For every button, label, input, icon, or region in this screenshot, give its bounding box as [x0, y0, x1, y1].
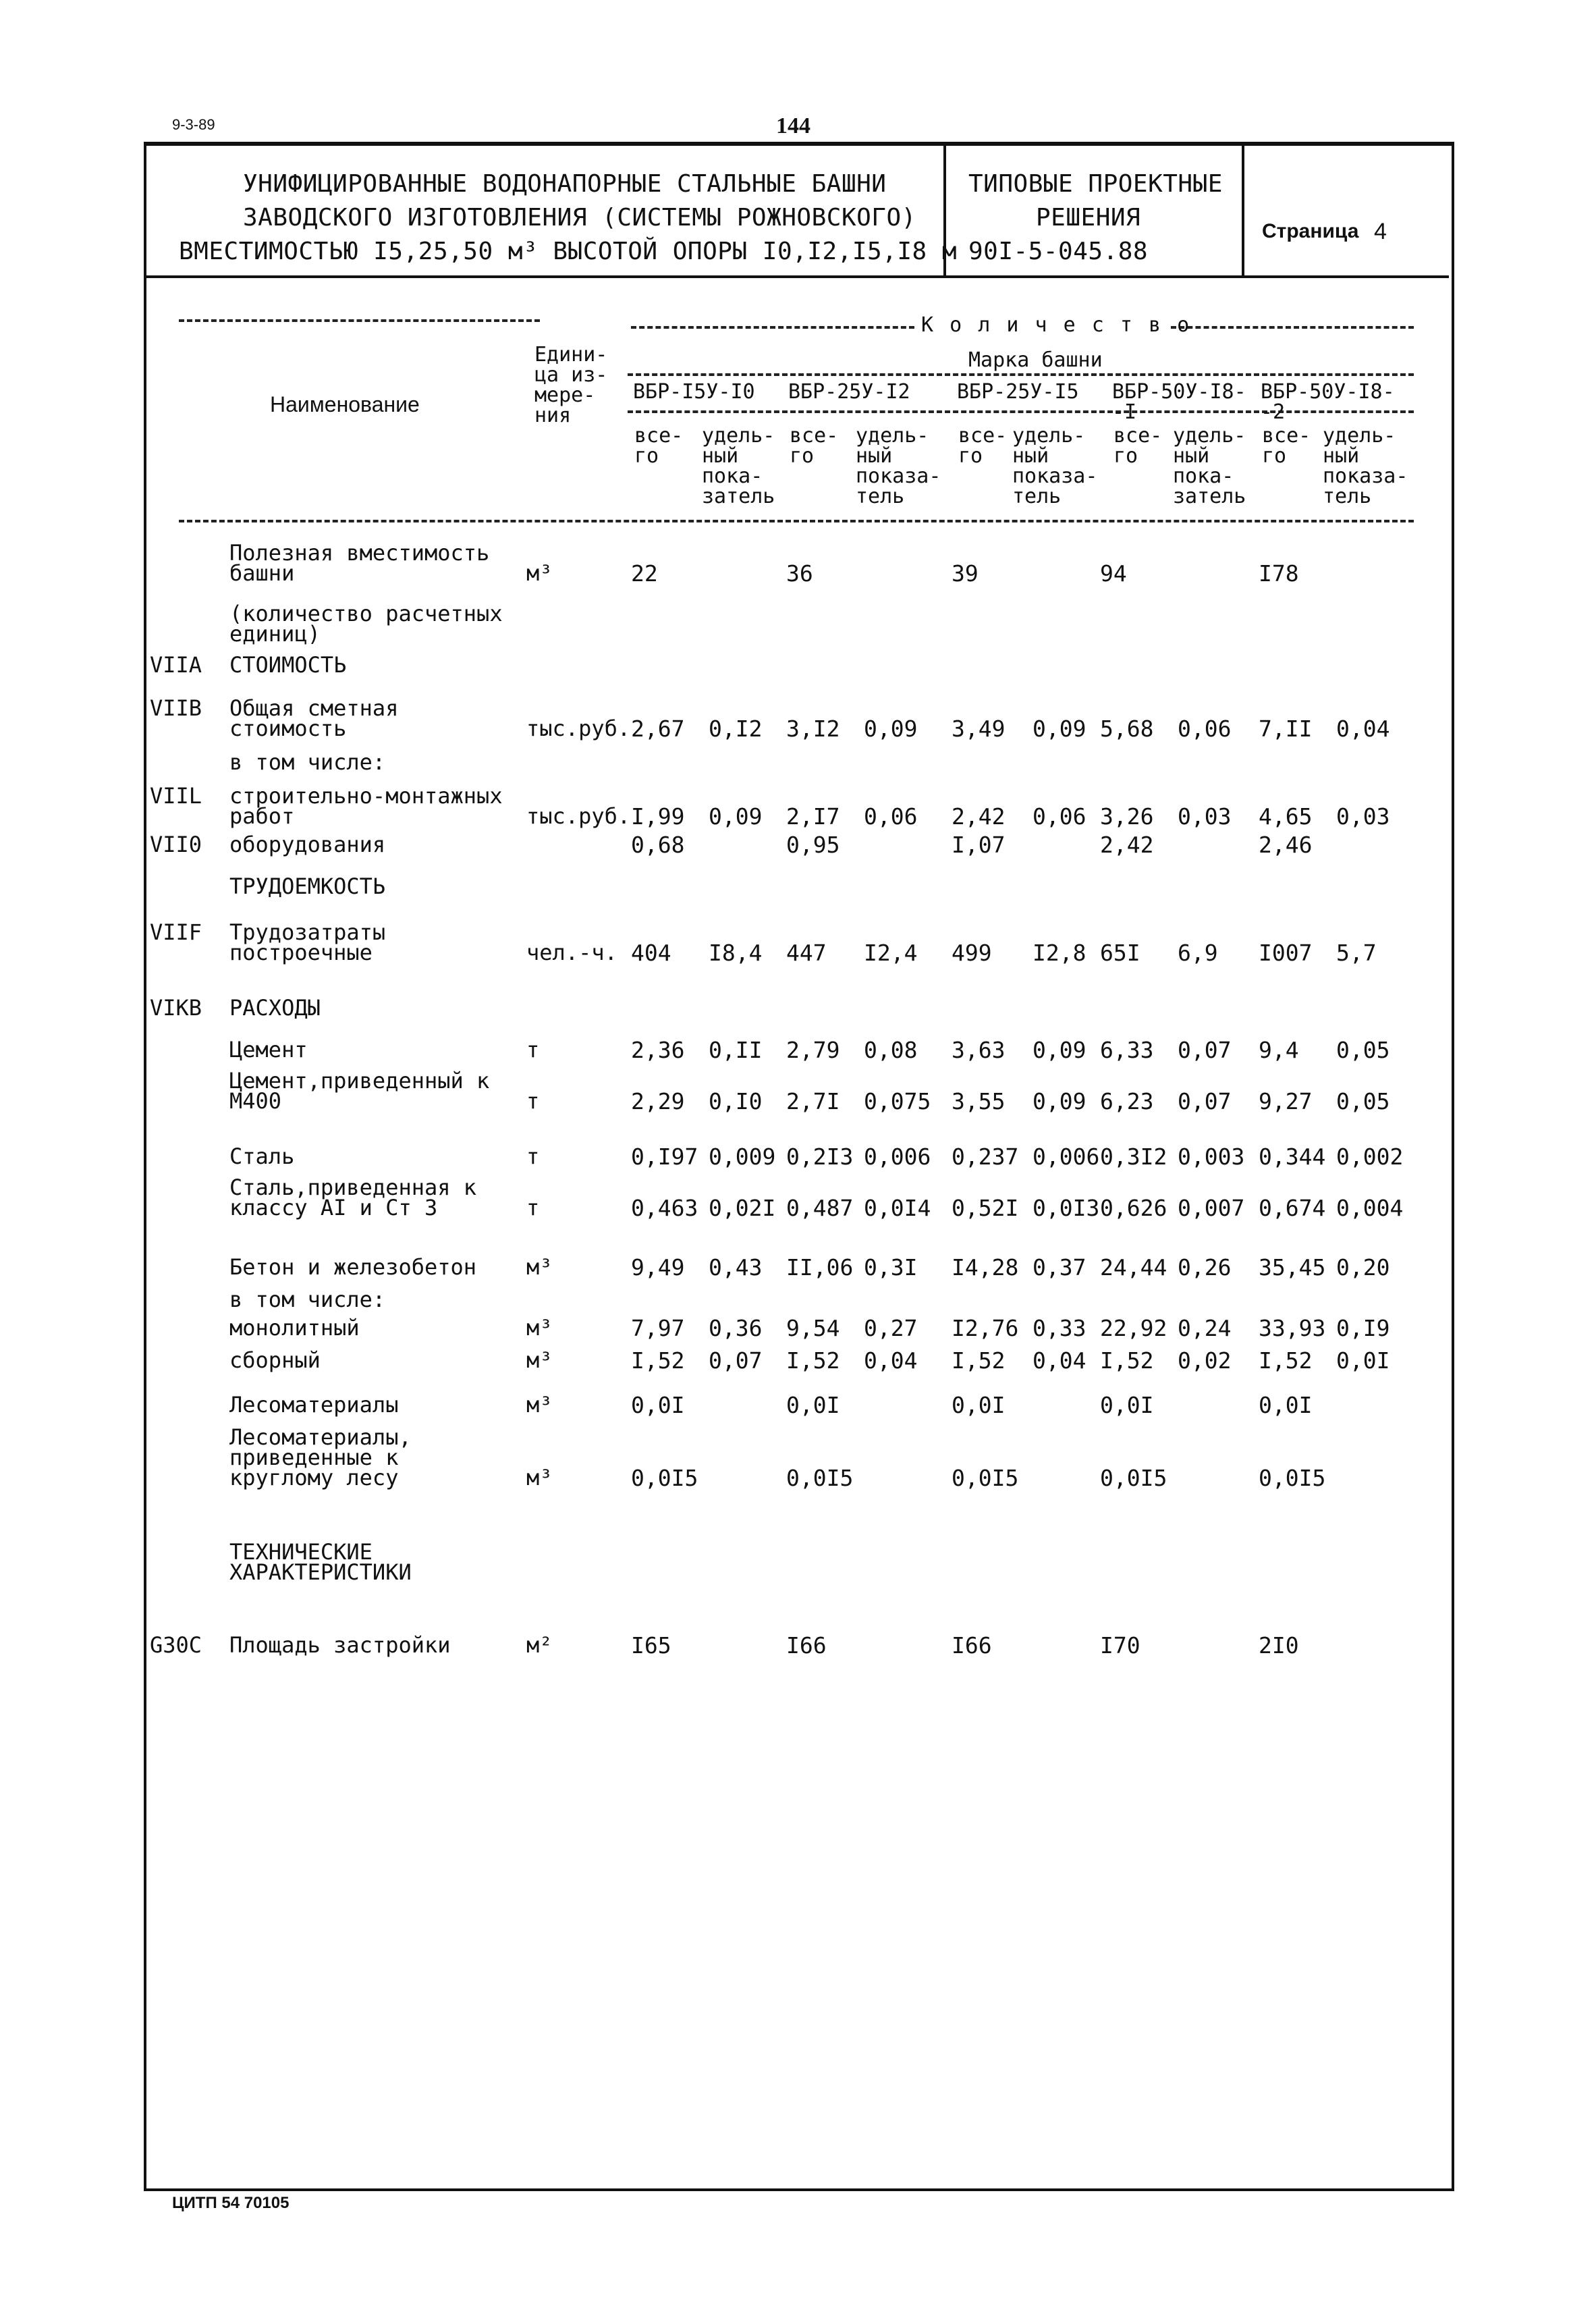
- row-value: 36: [786, 560, 813, 587]
- page-number: 144: [776, 113, 810, 138]
- row-value: 0,487: [786, 1195, 854, 1221]
- row-name: построечные: [229, 940, 373, 965]
- col-unit-header-3: мере-: [534, 383, 596, 407]
- sub-spec-1d: затель: [702, 485, 775, 508]
- row-value: 0,I97: [631, 1143, 698, 1170]
- row-value: 499: [952, 940, 992, 966]
- row-value: 0,07: [1178, 1088, 1232, 1114]
- row-value: 0,03: [1336, 803, 1390, 830]
- head-rule-brand: [628, 373, 1414, 376]
- row-value: 0,237: [952, 1143, 1019, 1170]
- title-divider-2: [1242, 142, 1244, 275]
- row-name: в том числе:: [229, 1287, 386, 1312]
- brand-header: Марка башни: [968, 348, 1103, 372]
- row-name: в том числе:: [229, 749, 386, 775]
- row-unit: м³: [526, 1465, 553, 1490]
- head-rule-top-left: [179, 319, 540, 322]
- brand-4: ВБР-50У-I8-: [1112, 380, 1246, 404]
- col-unit-header-2: ца из-: [534, 363, 608, 387]
- sub-spec-5b: ный: [1323, 444, 1360, 468]
- row-value: 6,9: [1178, 940, 1218, 966]
- row-value: I66: [786, 1632, 827, 1659]
- row-value: 0,626: [1100, 1195, 1167, 1221]
- brand-5: ВБР-50У-I8-: [1261, 380, 1395, 404]
- sub-spec-4a: удель-: [1173, 424, 1246, 448]
- quantity-header: К о л и ч е с т в о: [921, 313, 1192, 337]
- row-unit: т: [526, 1195, 540, 1220]
- sub-total-4b: го: [1113, 444, 1138, 468]
- row-value: 0,002: [1336, 1143, 1404, 1170]
- row-name: ТЕХНИЧЕСКИЕ: [229, 1539, 373, 1565]
- row-value: 0,09: [1033, 1037, 1086, 1063]
- row-value: 0,004: [1336, 1195, 1404, 1221]
- sub-total-3a: все-: [958, 424, 1008, 448]
- row-name: (количество расчетных: [229, 601, 503, 626]
- row-name: приведенные к: [229, 1445, 399, 1470]
- row-value: 0,02: [1178, 1347, 1232, 1374]
- row-value: 0,674: [1259, 1195, 1326, 1221]
- row-value: 2,36: [631, 1037, 685, 1063]
- head-rule-bottom: [179, 520, 1414, 522]
- row-value: 0,36: [709, 1315, 763, 1341]
- row-value: 35,45: [1259, 1254, 1326, 1281]
- sub-total-1b: го: [634, 444, 659, 468]
- sub-total-5b: го: [1262, 444, 1287, 468]
- row-value: 0,I0: [709, 1088, 763, 1114]
- row-name: Трудозатраты: [229, 919, 386, 945]
- row-code: VIKB: [150, 995, 202, 1021]
- row-value: 0,075: [864, 1088, 931, 1114]
- row-value: 7,II: [1259, 716, 1313, 742]
- row-value: 0,0I: [952, 1392, 1006, 1418]
- row-unit: м³: [526, 1315, 553, 1341]
- row-value: 39: [952, 560, 979, 587]
- row-value: 65I: [1100, 940, 1140, 966]
- row-value: 0,009: [709, 1143, 776, 1170]
- row-name: СТОИМОСТЬ: [229, 652, 347, 678]
- row-value: 0,43: [709, 1254, 763, 1281]
- head-rule-sub: [628, 410, 1414, 413]
- row-code: VIIF: [150, 919, 202, 945]
- row-value: 0,0I: [631, 1392, 685, 1418]
- row-unit: т: [526, 1037, 540, 1062]
- row-code: VII0: [150, 832, 202, 857]
- row-value: 0,26: [1178, 1254, 1232, 1281]
- row-value: 2,79: [786, 1037, 840, 1063]
- row-value: 0,37: [1033, 1254, 1086, 1281]
- row-value: I,52: [631, 1347, 685, 1374]
- sub-spec-5c: показа-: [1323, 464, 1408, 488]
- row-value: 0,05: [1336, 1088, 1390, 1114]
- sub-spec-2d: тель: [856, 485, 905, 508]
- row-value: I,07: [952, 832, 1006, 858]
- row-value: 9,54: [786, 1315, 840, 1341]
- sub-total-1a: все-: [634, 424, 684, 448]
- row-name: Полезная вместимость: [229, 540, 490, 566]
- row-unit: м³: [526, 1392, 553, 1418]
- row-value: 0,007: [1178, 1195, 1245, 1221]
- row-name: круглому лесу: [229, 1465, 399, 1490]
- row-value: 4,65: [1259, 803, 1313, 830]
- sub-spec-1c: пока-: [702, 464, 763, 488]
- brand-5-suffix: -2: [1261, 400, 1286, 424]
- row-value: 0,03: [1178, 803, 1232, 830]
- row-value: 0,95: [786, 832, 840, 858]
- sub-spec-1b: ный: [702, 444, 739, 468]
- brand-2: ВБР-25У-I2: [788, 380, 910, 404]
- row-code: VIIB: [150, 695, 202, 721]
- row-value: I,52: [1259, 1347, 1313, 1374]
- brand-4-suffix: -I: [1112, 400, 1137, 424]
- row-code: VIIL: [150, 783, 202, 809]
- row-value: I,99: [631, 803, 685, 830]
- row-value: 3,49: [952, 716, 1006, 742]
- sub-spec-1a: удель-: [702, 424, 775, 448]
- row-value: 0,0I3: [1033, 1195, 1100, 1221]
- row-value: 0,344: [1259, 1143, 1326, 1170]
- row-value: 3,55: [952, 1088, 1006, 1114]
- row-name: М400: [229, 1088, 282, 1114]
- sub-spec-4c: пока-: [1173, 464, 1234, 488]
- row-name: Площадь застройки: [229, 1632, 451, 1658]
- row-unit: т: [526, 1088, 540, 1114]
- row-value: I2,4: [864, 940, 918, 966]
- row-name: Бетон и железобетон: [229, 1254, 477, 1280]
- row-value: I66: [952, 1632, 992, 1659]
- row-code: G30C: [150, 1632, 202, 1658]
- sub-spec-3d: тель: [1012, 485, 1062, 508]
- row-name: ТРУДОЕМКОСТЬ: [229, 873, 386, 899]
- row-value: 0,04: [1336, 716, 1390, 742]
- row-value: I4,28: [952, 1254, 1019, 1281]
- row-unit: чел.-ч.: [526, 940, 617, 965]
- row-value: 0,0I5: [1259, 1465, 1326, 1491]
- row-name: ХАРАКТЕРИСТИКИ: [229, 1559, 412, 1585]
- sub-spec-5d: тель: [1323, 485, 1372, 508]
- row-value: 24,44: [1100, 1254, 1167, 1281]
- col-unit-header-4: ния: [534, 404, 572, 427]
- row-value: 3,63: [952, 1037, 1006, 1063]
- row-name: сборный: [229, 1347, 321, 1373]
- row-value: 0,09: [864, 716, 918, 742]
- row-value: II,06: [786, 1254, 854, 1281]
- row-name: Сталь: [229, 1143, 295, 1169]
- row-value: 0,09: [709, 803, 763, 830]
- row-value: 2,29: [631, 1088, 685, 1114]
- sub-total-3b: го: [958, 444, 983, 468]
- row-value: 0,33: [1033, 1315, 1086, 1341]
- sub-total-5a: все-: [1262, 424, 1311, 448]
- row-value: 0,20: [1336, 1254, 1390, 1281]
- row-value: 0,0I5: [1100, 1465, 1167, 1491]
- col-unit-header-1: Едини-: [534, 343, 608, 367]
- footer-stamp: ЦИТП 54 70105: [172, 2194, 290, 2212]
- sub-spec-2b: ный: [856, 444, 893, 468]
- row-value: I78: [1259, 560, 1299, 587]
- sub-spec-4d: затель: [1173, 485, 1246, 508]
- row-value: 0,0I5: [786, 1465, 854, 1491]
- row-value: 2,67: [631, 716, 685, 742]
- sub-total-2a: все-: [790, 424, 839, 448]
- sheet-number: 4: [1374, 219, 1387, 244]
- row-value: 0,0I: [786, 1392, 840, 1418]
- row-value: I70: [1100, 1632, 1140, 1659]
- row-unit: м²: [526, 1632, 553, 1658]
- row-value: 94: [1100, 560, 1127, 587]
- row-unit: тыс.руб.: [526, 803, 631, 829]
- series-code: 90I-5-045.88: [968, 238, 1149, 265]
- row-value: 0,27: [864, 1315, 918, 1341]
- row-value: 2,I7: [786, 803, 840, 830]
- row-value: 33,93: [1259, 1315, 1326, 1341]
- row-value: 0,04: [864, 1347, 918, 1374]
- row-value: 2,7I: [786, 1088, 840, 1114]
- row-value: 0,0I: [1259, 1392, 1313, 1418]
- row-name: монолитный: [229, 1315, 360, 1341]
- row-value: 0,3I2: [1100, 1143, 1167, 1170]
- row-value: I2,76: [952, 1315, 1019, 1341]
- title-line-3: ВМЕСТИМОСТЬЮ I5,25,50 м³ ВЫСОТОЙ ОПОРЫ I0,I2,I5,I8 м: [179, 238, 958, 265]
- row-name: Сталь,приведенная к: [229, 1175, 477, 1200]
- row-value: I007: [1259, 940, 1313, 966]
- row-value: 0,0I4: [864, 1195, 931, 1221]
- row-value: 2I0: [1259, 1632, 1299, 1659]
- row-value: I2,8: [1033, 940, 1086, 966]
- row-name: Цемент,приведенный к: [229, 1068, 490, 1094]
- sub-spec-3b: ный: [1012, 444, 1049, 468]
- head-rule-qty-left: [631, 326, 914, 329]
- row-name: РАСХОДЫ: [229, 995, 321, 1021]
- sub-total-4a: все-: [1113, 424, 1163, 448]
- row-value: 0,0I: [1100, 1392, 1154, 1418]
- row-unit: м³: [526, 1254, 553, 1280]
- row-value: 404: [631, 940, 671, 966]
- row-value: 22,92: [1100, 1315, 1167, 1341]
- row-name: стоимость: [229, 716, 347, 741]
- row-value: 0,06: [864, 803, 918, 830]
- sub-spec-3a: удель-: [1012, 424, 1086, 448]
- row-value: I8,4: [709, 940, 763, 966]
- row-value: 0,0I: [1336, 1347, 1390, 1374]
- row-value: 5,68: [1100, 716, 1154, 742]
- row-value: 0,07: [1178, 1037, 1232, 1063]
- row-value: 9,27: [1259, 1088, 1313, 1114]
- row-name: Общая сметная: [229, 695, 399, 721]
- row-value: 0,II: [709, 1037, 763, 1063]
- row-name: Лесоматериалы,: [229, 1424, 412, 1450]
- row-value: 0,05: [1336, 1037, 1390, 1063]
- row-name: башни: [229, 560, 295, 586]
- row-value: 0,09: [1033, 716, 1086, 742]
- row-unit: м³: [526, 1347, 553, 1373]
- row-value: 0,24: [1178, 1315, 1232, 1341]
- sub-spec-2a: удель-: [856, 424, 929, 448]
- row-value: 3,I2: [786, 716, 840, 742]
- row-value: 0,I2: [709, 716, 763, 742]
- brand-1: ВБР-I5У-I0: [633, 380, 755, 404]
- row-name: оборудования: [229, 832, 386, 857]
- sub-total-2b: го: [790, 444, 815, 468]
- row-value: I,52: [952, 1347, 1006, 1374]
- row-value: I,52: [1100, 1347, 1154, 1374]
- row-code: VIIA: [150, 652, 202, 678]
- row-value: 0,08: [864, 1037, 918, 1063]
- row-name: строительно-монтажных: [229, 783, 503, 809]
- series-line-1: ТИПОВЫЕ ПРОЕКТНЫЕ: [968, 170, 1223, 198]
- row-value: 3,26: [1100, 803, 1154, 830]
- row-value: I65: [631, 1632, 671, 1659]
- row-value: 0,06: [1178, 716, 1232, 742]
- sheet-label: Страница: [1262, 220, 1359, 242]
- row-value: 5,7: [1336, 940, 1377, 966]
- row-value: 9,49: [631, 1254, 685, 1281]
- sub-spec-2c: показа-: [856, 464, 941, 488]
- row-unit: м³: [526, 560, 553, 586]
- row-value: 0,0I5: [952, 1465, 1019, 1491]
- row-unit: тыс.руб.: [526, 716, 631, 741]
- sub-spec-4b: ный: [1173, 444, 1210, 468]
- row-name: Цемент: [229, 1037, 308, 1062]
- row-value: 0,02I: [709, 1195, 776, 1221]
- doc-code: 9-3-89: [172, 116, 215, 133]
- row-value: 0,06: [1033, 803, 1086, 830]
- row-name: единиц): [229, 621, 321, 647]
- row-value: 0,2I3: [786, 1143, 854, 1170]
- sub-spec-3c: показа-: [1012, 464, 1098, 488]
- row-name: работ: [229, 803, 295, 829]
- brand-3: ВБР-25У-I5: [957, 380, 1079, 404]
- row-value: 0,07: [709, 1347, 763, 1374]
- row-value: 0,3I: [864, 1254, 918, 1281]
- head-rule-qty-right: [1171, 326, 1414, 329]
- row-value: 22: [631, 560, 658, 587]
- row-value: 9,4: [1259, 1037, 1299, 1063]
- row-value: 0,0I5: [631, 1465, 698, 1491]
- sub-spec-5a: удель-: [1323, 424, 1396, 448]
- title-line-2: ЗАВОДСКОГО ИЗГОТОВЛЕНИЯ (СИСТЕМЫ РОЖНОВСКОГО): [243, 204, 916, 232]
- row-name: Лесоматериалы: [229, 1392, 399, 1418]
- row-value: 0,006: [864, 1143, 931, 1170]
- row-value: 0,003: [1178, 1143, 1245, 1170]
- row-value: 0,006: [1033, 1143, 1100, 1170]
- row-value: 2,42: [952, 803, 1006, 830]
- row-value: 0,68: [631, 832, 685, 858]
- row-value: 447: [786, 940, 827, 966]
- row-name: классу АI и Ст 3: [229, 1195, 438, 1220]
- row-value: 6,23: [1100, 1088, 1154, 1114]
- series-line-2: РЕШЕНИЯ: [1036, 204, 1141, 232]
- row-value: I,52: [786, 1347, 840, 1374]
- row-value: 6,33: [1100, 1037, 1154, 1063]
- row-value: 7,97: [631, 1315, 685, 1341]
- row-value: 0,I9: [1336, 1315, 1390, 1341]
- row-value: 0,52I: [952, 1195, 1019, 1221]
- row-value: 0,463: [631, 1195, 698, 1221]
- row-value: 0,04: [1033, 1347, 1086, 1374]
- title-line-1: УНИФИЦИРОВАННЫЕ ВОДОНАПОРНЫЕ СТАЛЬНЫЕ БАШНИ: [243, 170, 887, 198]
- col-name-header: Наименование: [270, 392, 420, 416]
- row-value: 2,46: [1259, 832, 1313, 858]
- row-value: 2,42: [1100, 832, 1154, 858]
- row-unit: т: [526, 1143, 540, 1169]
- row-value: 0,09: [1033, 1088, 1086, 1114]
